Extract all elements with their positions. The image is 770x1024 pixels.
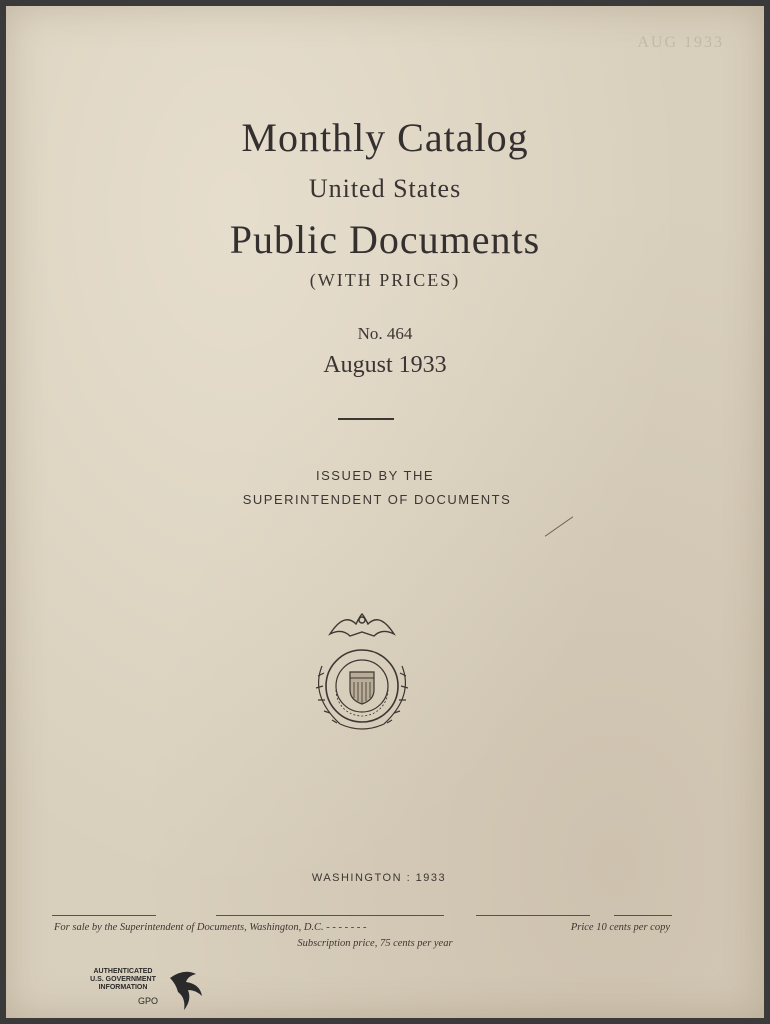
issued-by-line: ISSUED BY THE <box>316 468 434 483</box>
authenticated-badge <box>68 968 208 1016</box>
badge-line: U.S. GOVERNMENT <box>90 976 156 983</box>
title-united-states: United States <box>308 174 462 203</box>
badge-line: INFORMATION <box>98 984 148 991</box>
issuer-name: SUPERINTENDENT OF DOCUMENTS <box>242 492 512 507</box>
subscription-price: Subscription price, 75 cents per year <box>297 938 453 949</box>
title-monthly-catalog: Monthly Catalog <box>241 115 529 160</box>
imprint-place-year: WASHINGTON : 1933 <box>311 872 447 884</box>
divider-rule <box>338 418 394 420</box>
gpo-label: GPO <box>138 996 159 1006</box>
rule-segment <box>476 915 590 916</box>
title-public-documents: Public Documents <box>229 217 541 262</box>
faint-stamp: AUG 1933 <box>637 34 724 51</box>
badge-text <box>68 968 178 992</box>
government-seal-icon <box>300 606 424 738</box>
pencil-mark <box>545 516 573 536</box>
rule-segment <box>614 915 672 916</box>
issue-date: August 1933 <box>323 352 447 378</box>
rule-segment <box>52 915 156 916</box>
badge-line: AUTHENTICATED <box>93 968 153 975</box>
sale-notice-line <box>54 922 670 933</box>
rule-segment <box>216 915 444 916</box>
gpo-eagle-icon <box>166 968 206 1012</box>
document-page <box>6 6 764 1018</box>
sale-notice: For sale by the Superintendent of Documents, Washington, D.C. - - - - - - - <box>54 922 367 933</box>
title-with-prices: (WITH PRICES) <box>309 270 461 290</box>
price-per-copy: Price 10 cents per copy <box>570 922 670 933</box>
issue-number: No. 464 <box>357 324 413 343</box>
